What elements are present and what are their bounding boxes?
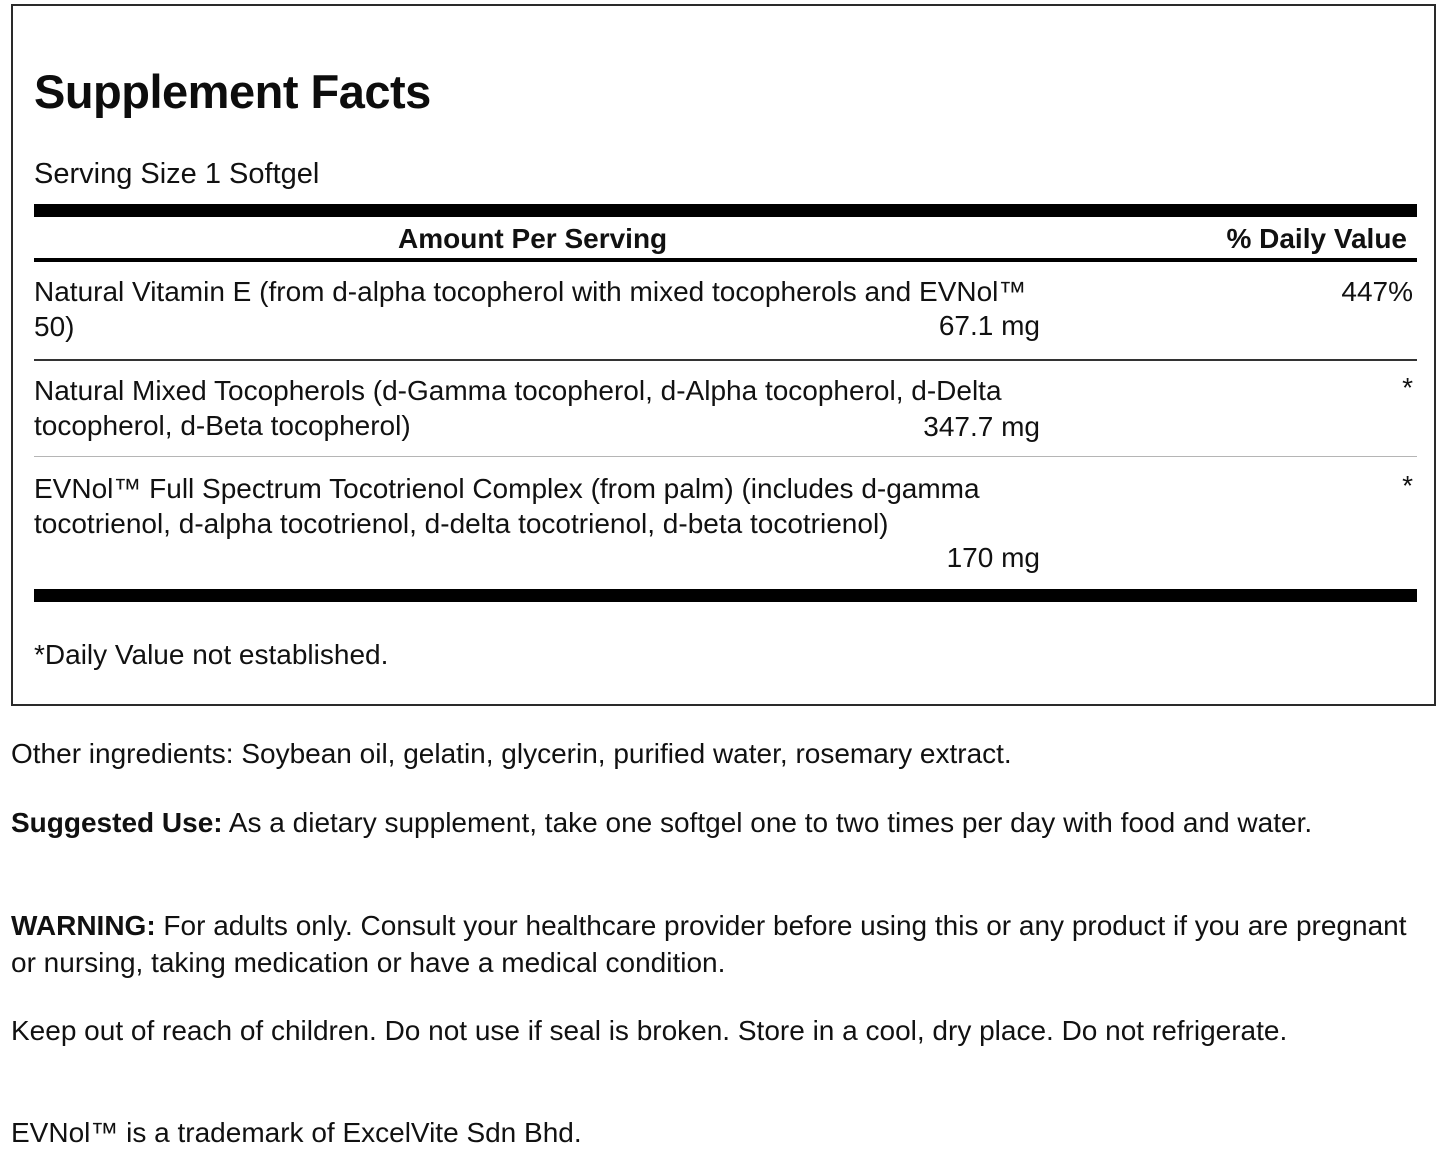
ingredient-amount: 170 mg <box>946 542 1040 573</box>
facts-title: Supplement Facts <box>34 65 431 118</box>
bottom-thick-rule <box>34 589 1417 602</box>
ingredient-name: Natural Mixed Tocopherols (d-Gamma tocopherol, d-Alpha tocopherol, d-Delta tocopherol, d-Beta tocopherol) <box>34 375 1002 441</box>
daily-value-footnote: *Daily Value not established. <box>34 639 389 670</box>
supplement-facts-panel <box>11 4 1436 706</box>
other-ingredients: Other ingredients: Soybean oil, gelatin, glycerin, purified water, rosemary extract. <box>11 738 1012 769</box>
header-rule <box>34 258 1417 262</box>
ingredient-name: Natural Vitamin E (from d-alpha tocopherol with mixed tocopherols and EVNol™ 50) <box>34 276 1027 342</box>
ingredient-daily-value: 447% <box>1341 276 1413 307</box>
suggested-use-label: Suggested Use: <box>11 807 223 838</box>
daily-value-header: % Daily Value <box>1226 223 1407 254</box>
storage-instructions: Keep out of reach of children. Do not use if seal is broken. Store in a cool, dry place. Do not refrigerate. <box>11 1015 1288 1046</box>
top-thick-rule <box>34 204 1417 217</box>
trademark-notice: EVNol™ is a trademark of ExcelVite Sdn Bhd. <box>11 1117 582 1148</box>
amount-per-serving-header: Amount Per Serving <box>398 223 668 254</box>
warning-label: WARNING: <box>11 910 156 941</box>
warning-text: For adults only. Consult your healthcare provider before using this or any product if you are pregnant or nursing, taking medication or have a medical condition. <box>11 910 1407 978</box>
serving-size: Serving Size 1 Softgel <box>34 158 320 190</box>
suggested-use <box>11 804 1411 841</box>
ingredient-daily-value: * <box>1402 470 1413 501</box>
warning <box>11 907 1411 981</box>
ingredient-amount: 67.1 mg <box>938 310 1040 341</box>
ingredient-daily-value: * <box>1402 372 1413 403</box>
suggested-use-text: As a dietary supplement, take one softgel one to two times per day with food and water. <box>222 807 1313 838</box>
ingredient-amount: 347.7 mg <box>923 411 1040 442</box>
ingredient-name: EVNol™ Full Spectrum Tocotrienol Complex (from palm) (includes d-gamma tocotrienol, d-alpha tocotrienol, d-delta tocotrienol, d-beta tocotrienol) <box>34 473 980 539</box>
row-divider <box>34 359 1417 361</box>
row-divider <box>34 456 1417 457</box>
